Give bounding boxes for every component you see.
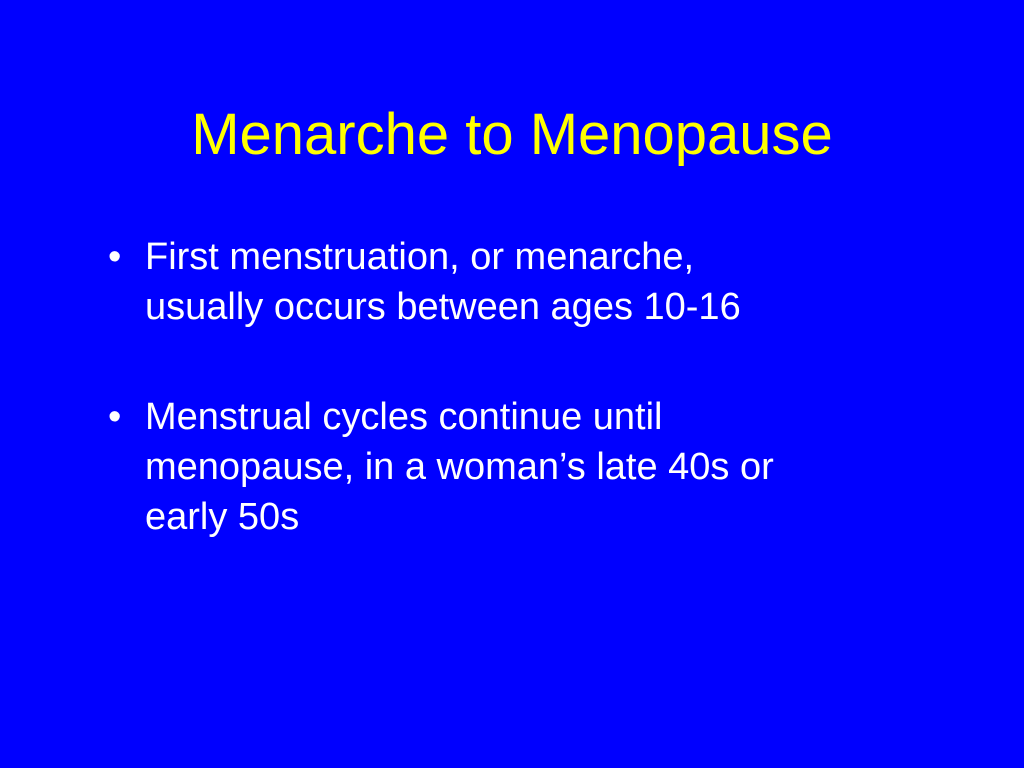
- slide-title: Menarche to Menopause: [191, 102, 833, 167]
- bullet-line: First menstruation, or menarche,: [145, 236, 695, 278]
- bullet-line: usually occurs between ages 10-16: [145, 286, 741, 328]
- bullet-line: menopause, in a woman’s late 40s or: [145, 446, 774, 488]
- bullet-text: [145, 392, 940, 542]
- bullet-marker-icon: •: [108, 236, 122, 278]
- bullet-item-menopause: [100, 392, 940, 542]
- bullet-line: early 50s: [145, 496, 300, 538]
- bullet-line: Menstrual cycles continue until: [145, 396, 663, 438]
- bullet-marker-icon: •: [108, 396, 122, 438]
- bullet-list: [100, 232, 940, 542]
- bullet-item-menarche: [100, 232, 940, 332]
- bullet-text: [145, 232, 940, 332]
